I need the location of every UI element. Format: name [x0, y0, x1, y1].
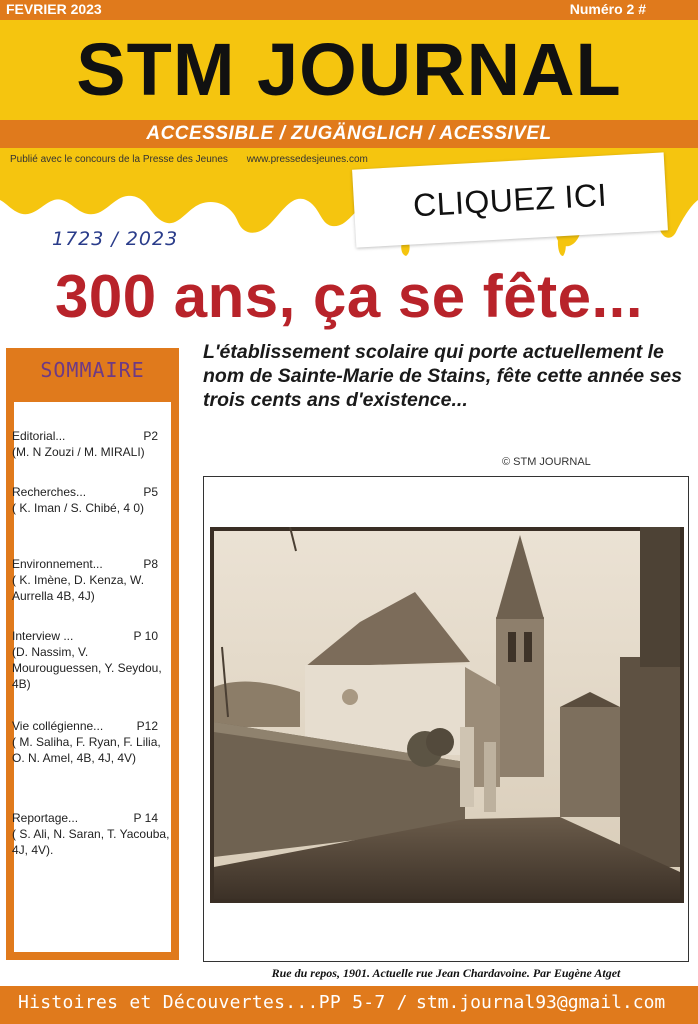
sommaire-authors: ( M. Saliha, F. Ryan, F. Lilia, O. N. Amel, 4B, 4J, 4V) [12, 735, 161, 765]
sommaire-item-interview[interactable] [12, 628, 172, 692]
sommaire-section: Vie collégienne... [12, 719, 104, 733]
sommaire-authors: (D. Nassim, V. Mourouguessen, Y. Seydou, 4B) [12, 645, 162, 691]
sommaire-item-recherches[interactable] [12, 484, 172, 516]
sommaire-section: Environnement... [12, 557, 103, 571]
cta-label: CLIQUEZ ICI [412, 176, 608, 223]
sommaire-section: Interview ... [12, 629, 74, 643]
tagline-band [0, 120, 698, 148]
sommaire-authors: ( K. Iman / S. Chibé, 4 0) [12, 501, 145, 515]
tagline: ACCESSIBLE / ZUGÄNGLICH / ACESSIVEL [146, 123, 552, 144]
sommaire-page: P 10 [133, 629, 158, 643]
photo-copyright: © STM JOURNAL [502, 456, 591, 468]
bottom-band [0, 986, 698, 1024]
anniversary-years: 1723 / 2023 [52, 228, 179, 250]
sommaire-authors: (M. N Zouzi / M. MIRALI) [12, 445, 145, 459]
sommaire-section: Recherches... [12, 485, 87, 499]
sommaire-page: P5 [143, 485, 158, 499]
teaser-text: Histoires et Découvertes...PP 5-7 / [18, 992, 408, 1013]
sommaire-item-reportage[interactable] [12, 810, 172, 858]
sommaire-page: P 14 [133, 811, 158, 825]
headline: 300 ans, ça se fête... [54, 263, 644, 330]
photo-caption: Rue du repos, 1901. Actuelle rue Jean Chardavoine. Par Eugène Atget [271, 966, 621, 980]
sommaire-page: P8 [143, 557, 158, 571]
sommaire-authors: ( S. Ali, N. Saran, T. Yacouba, 4J, 4V). [12, 827, 170, 857]
sommaire-section: Reportage... [12, 811, 79, 825]
sommaire-authors: ( K. Imène, D. Kenza, W. Aurrella 4B, 4J) [12, 573, 145, 603]
publisher-note [10, 154, 368, 165]
contact-email-link[interactable]: stm.journal93@gmail.com [416, 992, 666, 1013]
sommaire-item-environnement[interactable] [12, 556, 172, 604]
sommaire-title: SOMMAIRE [40, 358, 145, 382]
issue-number: Numéro 2 # [569, 1, 646, 17]
sommaire-section: Editorial... [12, 429, 66, 443]
sommaire-item-vie-collegienne[interactable] [12, 718, 172, 766]
issue-date: FEVRIER 2023 [6, 1, 102, 17]
sommaire-item-editorial[interactable] [12, 428, 172, 460]
publisher-text: Publié avec le concours de la Presse des Jeunes [10, 154, 228, 165]
sommaire-header [6, 348, 179, 402]
intro-text: L'établissement scolaire qui porte actuellement le nom de Sainte-Marie de Stains, fête cette année ses trois cents ans d'existence... [203, 341, 682, 411]
top-band [0, 0, 698, 20]
publisher-site-link[interactable]: www.pressedesjeunes.com [246, 154, 368, 165]
sommaire-page: P12 [136, 719, 158, 733]
sommaire-page: P2 [143, 429, 158, 443]
photo-frame [203, 476, 689, 962]
church-street-photo [210, 527, 684, 903]
journal-title: STM JOURNAL [76, 28, 622, 111]
